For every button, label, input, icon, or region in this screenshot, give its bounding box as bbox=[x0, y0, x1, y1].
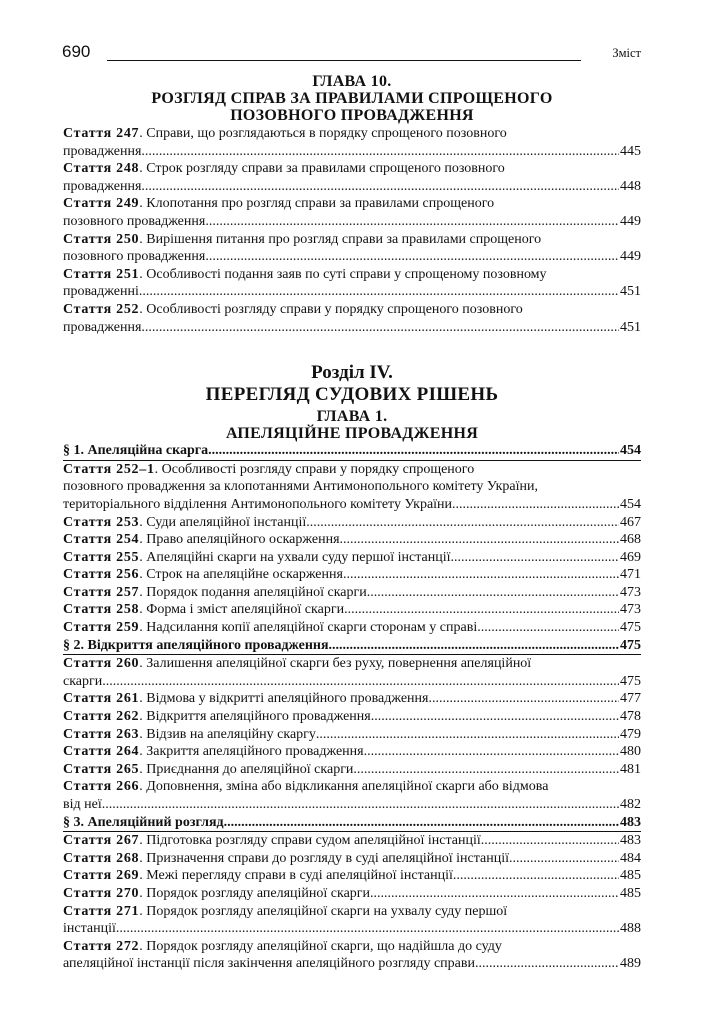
article-label: Стаття 266 bbox=[63, 779, 140, 795]
article-label: Стаття 257 bbox=[63, 584, 140, 600]
leader-dots bbox=[224, 814, 619, 832]
toc-entry[interactable] bbox=[63, 903, 641, 938]
toc-entry[interactable] bbox=[63, 125, 641, 160]
leader-dots bbox=[370, 885, 619, 903]
article-title: . Справи, що розглядаються в порядку спрощеного позовного bbox=[139, 126, 507, 141]
article-title: . Межі перегляду справи в суді апеляційної інстанції bbox=[139, 868, 453, 884]
toc-entry[interactable] bbox=[63, 301, 641, 336]
leader-dots bbox=[343, 566, 619, 584]
article-title: . Вирішення питання про розгляд справи за правилами спрощеного bbox=[139, 231, 542, 247]
article-title-cont: провадження bbox=[63, 319, 142, 335]
toc-entry[interactable] bbox=[63, 938, 641, 973]
page-ref: 483 bbox=[620, 833, 641, 849]
toc-entry[interactable] bbox=[63, 531, 641, 549]
article-title: . Залишення апеляційної скарги без руху, повернення апеляційної bbox=[139, 656, 532, 672]
article-title: . Відзив на апеляційну скаргу bbox=[139, 726, 316, 742]
page-ref: 473 bbox=[620, 602, 641, 618]
article-title: . Особливості розгляду справи у порядку спрощеного позовного bbox=[139, 301, 523, 317]
article-label: Стаття 256 bbox=[63, 567, 140, 583]
paragraph-heading[interactable] bbox=[63, 637, 641, 656]
article-label: Стаття 249 bbox=[63, 196, 140, 212]
leader-dots bbox=[316, 726, 619, 744]
chapter-title-line-2: ПОЗОВНОГО ПРОВАДЖЕННЯ bbox=[230, 107, 474, 124]
leader-dots bbox=[102, 673, 619, 691]
leader-dots bbox=[208, 442, 619, 460]
leader-dots bbox=[364, 743, 619, 761]
article-label: Стаття 267 bbox=[63, 833, 140, 849]
page-ref: 477 bbox=[620, 691, 641, 707]
page-ref: 471 bbox=[620, 567, 641, 583]
toc-entry[interactable] bbox=[63, 885, 641, 903]
running-title: Зміст bbox=[612, 46, 641, 60]
article-title: . Строк розгляду справи за правилами спрощеного позовного bbox=[139, 161, 505, 177]
paragraph-label: § 3. Апеляційний розгляд bbox=[63, 814, 224, 830]
article-title-cont: апеляційної інстанції після закінчення апеляційного розгляду справи bbox=[63, 956, 475, 972]
toc-entry[interactable] bbox=[63, 708, 641, 726]
article-title: . Порядок розгляду апеляційної скарги bbox=[139, 885, 371, 901]
leader-dots bbox=[481, 832, 619, 850]
leader-dots bbox=[452, 496, 619, 514]
section-4-heading bbox=[63, 362, 641, 406]
page-ref: 480 bbox=[620, 744, 641, 760]
leader-dots bbox=[477, 619, 619, 637]
section-title: ПЕРЕГЛЯД СУДОВИХ РІШЕНЬ bbox=[205, 384, 499, 406]
page-ref: 449 bbox=[620, 249, 641, 265]
toc-entry[interactable] bbox=[63, 655, 641, 690]
toc-entry[interactable] bbox=[63, 231, 641, 266]
toc-entry[interactable] bbox=[63, 461, 641, 514]
toc-entry[interactable] bbox=[63, 266, 641, 301]
page-ref: 445 bbox=[620, 143, 641, 159]
article-title: . Закриття апеляційного провадження bbox=[139, 744, 364, 760]
page-ref: 448 bbox=[620, 178, 641, 194]
article-label: Стаття 265 bbox=[63, 761, 140, 777]
article-title-cont: позовного провадження за клопотаннями Антимонопольного комітету України, bbox=[63, 479, 538, 495]
header-rule bbox=[107, 60, 581, 61]
article-title-cont: територіального відділення Антимонопольного комітету України bbox=[63, 496, 453, 512]
article-title-cont: від неї bbox=[63, 797, 102, 812]
page-number: 690 bbox=[62, 42, 91, 61]
leader-dots bbox=[141, 178, 619, 196]
article-label: Стаття 254 bbox=[63, 532, 140, 548]
page-ref: 473 bbox=[620, 584, 641, 600]
toc-entry[interactable] bbox=[63, 832, 641, 850]
article-title: . Приєднання до апеляційної скарги bbox=[139, 761, 354, 777]
page-ref: 478 bbox=[620, 709, 641, 725]
article-title: . Форма і зміст апеляційної скарги bbox=[139, 602, 345, 618]
leader-dots bbox=[453, 867, 619, 885]
page-ref: 449 bbox=[620, 213, 641, 229]
article-title: . Порядок розгляду апеляційної скарги, що надійшла до суду bbox=[139, 938, 502, 954]
toc-entry[interactable] bbox=[63, 601, 641, 619]
article-title: . Підготовка розгляду справи судом апеляційної інстанції bbox=[139, 833, 481, 849]
toc-entry[interactable] bbox=[63, 566, 641, 584]
page-ref: 454 bbox=[620, 443, 641, 459]
article-title: . Доповнення, зміна або відкликання апеляційної скарги або відмова bbox=[139, 779, 549, 795]
section-number: Розділ IV. bbox=[311, 362, 393, 384]
article-label: Стаття 251 bbox=[63, 266, 140, 282]
article-label: Стаття 252–1 bbox=[63, 461, 155, 477]
page-ref: 481 bbox=[620, 761, 641, 777]
leader-dots bbox=[344, 601, 619, 619]
article-label: Стаття 253 bbox=[63, 514, 140, 530]
toc-entry[interactable] bbox=[63, 619, 641, 637]
article-title: . Строк на апеляційне оскарження bbox=[139, 567, 343, 583]
chapter-1-toc bbox=[63, 442, 641, 973]
chapter-10-heading bbox=[63, 73, 641, 124]
article-title-cont: інстанції bbox=[63, 921, 116, 937]
toc-entry[interactable] bbox=[63, 195, 641, 230]
article-label: Стаття 272 bbox=[63, 938, 140, 954]
page-header bbox=[62, 42, 641, 68]
toc-entry[interactable] bbox=[63, 743, 641, 761]
toc-entry[interactable] bbox=[63, 584, 641, 602]
article-label: Стаття 247 bbox=[63, 126, 140, 141]
toc-entry[interactable] bbox=[63, 726, 641, 744]
page-ref: 489 bbox=[620, 956, 641, 972]
article-title: . Відкриття апеляційного провадження bbox=[139, 709, 371, 725]
toc-entry[interactable] bbox=[63, 850, 641, 868]
leader-dots bbox=[205, 213, 619, 231]
page-ref: 482 bbox=[620, 797, 641, 812]
chapter-title: АПЕЛЯЦІЙНЕ ПРОВАДЖЕННЯ bbox=[225, 425, 479, 443]
article-title-cont: провадження bbox=[63, 178, 142, 194]
article-title-cont: провадженні bbox=[63, 284, 139, 300]
article-label: Стаття 261 bbox=[63, 691, 140, 707]
leader-dots bbox=[139, 283, 619, 301]
article-title: . Право апеляційного оскарження bbox=[139, 532, 340, 548]
page-ref: 451 bbox=[620, 284, 641, 300]
leader-dots bbox=[340, 531, 619, 549]
page-ref: 475 bbox=[620, 620, 641, 636]
toc-entry[interactable] bbox=[63, 778, 641, 813]
article-title: . Суди апеляційної інстанції bbox=[139, 514, 307, 530]
page-ref: 479 bbox=[620, 726, 641, 742]
leader-dots bbox=[116, 920, 619, 938]
article-label: Стаття 252 bbox=[63, 301, 140, 317]
article-label: Стаття 258 bbox=[63, 602, 140, 618]
article-title: . Відмова у відкритті апеляційного провадження bbox=[139, 691, 429, 707]
paragraph-label: § 1. Апеляційна скарга bbox=[63, 443, 209, 459]
page-ref: 468 bbox=[620, 532, 641, 548]
leader-dots bbox=[367, 584, 619, 602]
article-label: Стаття 250 bbox=[63, 231, 140, 247]
page-ref: 454 bbox=[620, 496, 641, 512]
toc-entry[interactable] bbox=[63, 514, 641, 532]
article-label: Стаття 248 bbox=[63, 161, 140, 177]
page-ref: 451 bbox=[620, 319, 641, 335]
page-ref: 488 bbox=[620, 921, 641, 937]
article-title: . Порядок розгляду апеляційної скарги на ухвалу суду першої bbox=[139, 903, 508, 919]
leader-dots bbox=[205, 248, 619, 266]
toc-entry[interactable] bbox=[63, 761, 641, 779]
article-title: . Порядок подання апеляційної скарги bbox=[139, 584, 367, 600]
leader-dots bbox=[141, 143, 619, 161]
chapter-title-line-1: РОЗГЛЯД СПРАВ ЗА ПРАВИЛАМИ СПРОЩЕНОГО bbox=[151, 90, 553, 107]
article-title: . Надсилання копії апеляційної скарги сторонам у справі bbox=[139, 620, 478, 636]
leader-dots bbox=[509, 850, 619, 868]
article-label: Стаття 264 bbox=[63, 744, 140, 760]
toc-entry[interactable] bbox=[63, 867, 641, 885]
leader-dots bbox=[353, 761, 619, 779]
article-label: Стаття 270 bbox=[63, 885, 140, 901]
article-label: Стаття 255 bbox=[63, 549, 140, 565]
chapter-10-toc bbox=[63, 125, 641, 336]
article-title-cont: скарги bbox=[63, 673, 103, 689]
article-title-cont: провадження bbox=[63, 143, 142, 159]
page-ref: 483 bbox=[620, 814, 641, 830]
paragraph-heading[interactable] bbox=[63, 814, 641, 833]
article-label: Стаття 260 bbox=[63, 656, 140, 672]
leader-dots bbox=[141, 319, 619, 337]
article-label: Стаття 271 bbox=[63, 903, 140, 919]
page-ref: 467 bbox=[620, 514, 641, 530]
toc-entry[interactable] bbox=[63, 690, 641, 708]
page-ref: 475 bbox=[620, 637, 641, 653]
chapter-1-heading bbox=[63, 408, 641, 442]
leader-dots bbox=[475, 955, 619, 973]
article-title: . Особливості подання заяв по суті справи у спрощеному позовному bbox=[139, 266, 547, 282]
page-ref: 485 bbox=[620, 885, 641, 901]
leader-dots bbox=[102, 796, 619, 814]
article-title: . Особливості розгляду справи у порядку спрощеного bbox=[154, 461, 475, 477]
article-label: Стаття 262 bbox=[63, 709, 140, 725]
article-title: . Клопотання про розгляд справи за правилами спрощеного bbox=[139, 196, 495, 212]
article-label: Стаття 269 bbox=[63, 868, 140, 884]
toc-entry[interactable] bbox=[63, 549, 641, 567]
leader-dots bbox=[329, 637, 619, 655]
leader-dots bbox=[450, 549, 619, 567]
leader-dots bbox=[306, 514, 619, 532]
article-title: . Призначення справи до розгляду в суді апеляційної інстанції bbox=[139, 850, 510, 866]
page-ref: 469 bbox=[620, 549, 641, 565]
page-ref: 484 bbox=[620, 850, 641, 866]
page-ref: 485 bbox=[620, 868, 641, 884]
article-title-cont: позовного провадження bbox=[63, 249, 206, 265]
article-label: Стаття 259 bbox=[63, 620, 140, 636]
leader-dots bbox=[371, 708, 619, 726]
article-title-cont: позовного провадження bbox=[63, 213, 206, 229]
paragraph-heading[interactable] bbox=[63, 442, 641, 461]
article-label: Стаття 263 bbox=[63, 726, 140, 742]
chapter-number: ГЛАВА 10. bbox=[312, 73, 392, 90]
article-title: . Апеляційні скарги на ухвали суду першої інстанції bbox=[139, 549, 451, 565]
leader-dots bbox=[428, 690, 619, 708]
toc-entry[interactable] bbox=[63, 160, 641, 195]
article-label: Стаття 268 bbox=[63, 850, 140, 866]
chapter-number: ГЛАВА 1. bbox=[316, 408, 388, 426]
paragraph-label: § 2. Відкриття апеляційного провадження bbox=[63, 637, 329, 653]
page-ref: 475 bbox=[620, 673, 641, 689]
